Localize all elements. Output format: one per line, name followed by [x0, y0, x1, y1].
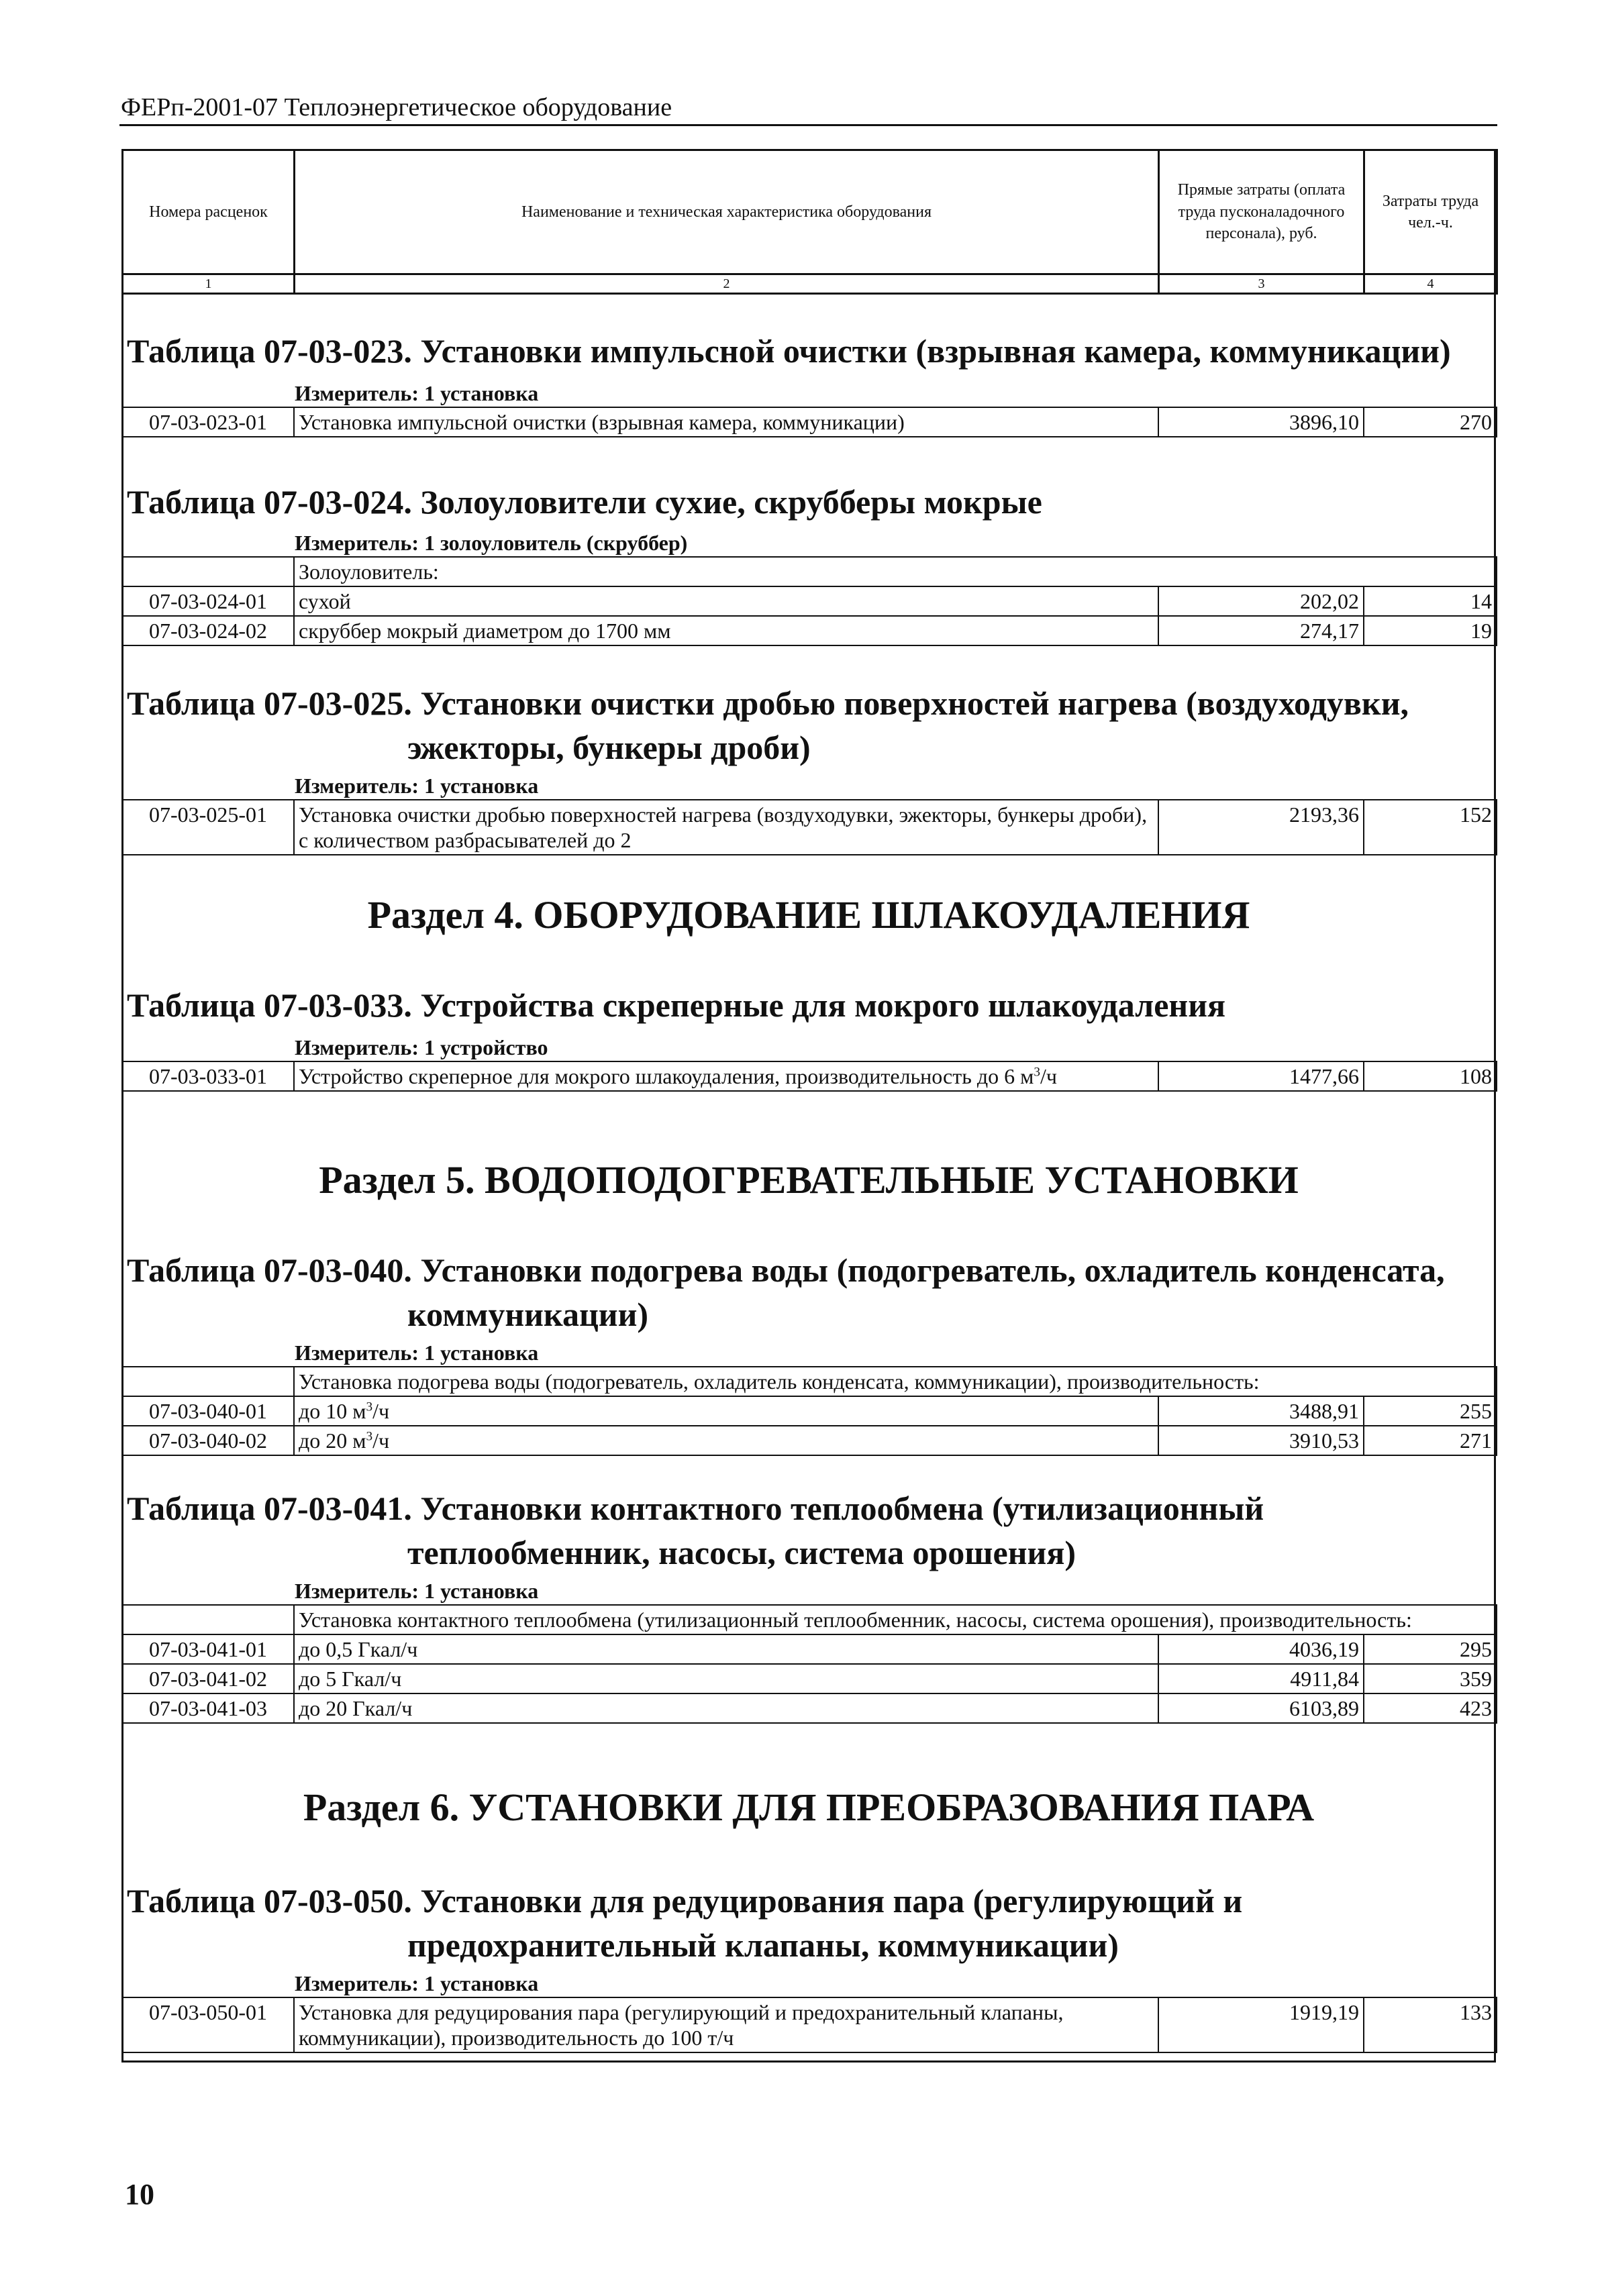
table-row: [122, 1664, 1497, 1693]
header-codes: Номера расценок: [123, 150, 295, 274]
header-num-1: 1: [123, 274, 295, 294]
table-title: Таблица 07-03-040. Установки подогрева воды (подогреватель, охладитель конденсата, коммуникации): [127, 1251, 1445, 1333]
header-num-3: 3: [1159, 274, 1364, 294]
table-title: Таблица 07-03-023. Установки импульсной очистки (взрывная камера, коммуникации): [127, 332, 1451, 370]
rate-labor: 152: [1364, 800, 1497, 855]
group-label: Золоуловитель:: [294, 557, 1497, 586]
rate-code: 07-03-024-01: [122, 586, 294, 616]
table-row: [122, 1693, 1497, 1723]
table-07-03-050: [121, 1879, 1496, 2053]
rate-cost: 4036,19: [1158, 1634, 1364, 1664]
rates-table: [121, 556, 1497, 646]
measure-unit: Измеритель: 1 установка: [295, 381, 539, 405]
table-07-03-033: [121, 983, 1496, 1092]
measure-unit: Измеритель: 1 установка: [295, 1579, 539, 1603]
rate-labor: 295: [1364, 1634, 1497, 1664]
table-07-03-023: [121, 329, 1496, 437]
table-row: [122, 1997, 1497, 2052]
rate-name: сухой: [294, 586, 1158, 616]
title-rule: [119, 124, 1497, 126]
measure-unit: Измеритель: 1 установка: [295, 774, 539, 798]
rate-labor: 271: [1364, 1426, 1497, 1455]
rate-code: 07-03-025-01: [122, 800, 294, 855]
group-row: [122, 557, 1497, 586]
document-title: ФЕРп-2001-07 Теплоэнергетическое оборудование: [121, 93, 672, 121]
rate-cost: 6103,89: [1158, 1693, 1364, 1723]
table-title: Таблица 07-03-041. Установки контактного теплообмена (утилизационный теплообменник, насосы, система орошения): [127, 1490, 1264, 1571]
rates-table: [121, 1997, 1497, 2053]
rate-code: 07-03-023-01: [122, 407, 294, 437]
rate-name: Установка очистки дробью поверхностей нагрева (воздуходувки, эжекторы, бункеры дроби), с количеством разбрасывателей до 2: [294, 800, 1158, 855]
section-4-heading: Раздел 4. ОБОРУДОВАНИЕ ШЛАКОУДАЛЕНИЯ: [367, 893, 1250, 937]
table-title: Таблица 07-03-025. Установки очистки дробью поверхностей нагрева (воздуходувки, эжекторы, бункеры дроби): [127, 684, 1409, 766]
table-row: [122, 1396, 1497, 1426]
rate-code: 07-03-024-02: [122, 616, 294, 645]
header-cost: Прямые затраты (оплата труда пусконаладочного персонала), руб.: [1159, 150, 1364, 274]
rate-cost: 3910,53: [1158, 1426, 1364, 1455]
rate-name: Установка импульсной очистки (взрывная камера, коммуникации): [294, 407, 1158, 437]
measure-unit: Измеритель: 1 устройство: [295, 1035, 548, 1059]
rate-code: 07-03-041-03: [122, 1693, 294, 1723]
table-row: [122, 800, 1497, 855]
rate-code: 07-03-033-01: [122, 1061, 294, 1091]
rate-cost: 1919,19: [1158, 1997, 1364, 2052]
rate-labor: 359: [1364, 1664, 1497, 1693]
rate-labor: 423: [1364, 1693, 1497, 1723]
rate-cost: 3896,10: [1158, 407, 1364, 437]
rate-labor: 133: [1364, 1997, 1497, 2052]
table-07-03-025: [121, 681, 1496, 855]
table-07-03-041: [121, 1486, 1496, 1724]
header-name: Наименование и техническая характеристика оборудования: [295, 150, 1159, 274]
section-6-heading: Раздел 6. УСТАНОВКИ ДЛЯ ПРЕОБРАЗОВАНИЯ ПАРА: [303, 1785, 1315, 1829]
header-labor: Затраты труда чел.-ч.: [1364, 150, 1497, 274]
rates-table: [121, 1366, 1497, 1456]
table-row: [122, 616, 1497, 645]
rate-labor: 270: [1364, 407, 1497, 437]
rate-cost: 2193,36: [1158, 800, 1364, 855]
table-title: Таблица 07-03-050. Установки для редуцирования пара (регулирующий и предохранительный клапаны, коммуникации): [127, 1882, 1243, 1964]
rate-cost: 202,02: [1158, 586, 1364, 616]
rate-name: Устройство скреперное для мокрого шлакоудаления, производительность до 6 $м^3/ч$: [294, 1061, 1158, 1091]
rate-name: до 10 $м^3/ч$: [294, 1396, 1158, 1426]
rates-table: [121, 407, 1497, 437]
group-label: Установка контактного теплообмена (утилизационный теплообменник, насосы, система орошения), производительность:: [294, 1605, 1497, 1634]
rate-name: до 0,5 Гкал/ч: [294, 1634, 1158, 1664]
rates-table: [121, 1061, 1497, 1092]
measure-unit: Измеритель: 1 золоуловитель (скруббер): [295, 531, 688, 555]
rate-name: до 5 Гкал/ч: [294, 1664, 1158, 1693]
table-title: Таблица 07-03-024. Золоуловители сухие, скрубберы мокрые: [127, 483, 1042, 521]
table-row: [122, 586, 1497, 616]
group-row: [122, 1605, 1497, 1634]
table-07-03-024: [121, 480, 1496, 646]
rate-code: 07-03-041-02: [122, 1664, 294, 1693]
rate-labor: 108: [1364, 1061, 1497, 1091]
rate-labor: 14: [1364, 586, 1497, 616]
rate-name: Установка для редуцирования пара (регулирующий и предохранительный клапаны, коммуникации), производительность до 100 т/ч: [294, 1997, 1158, 2052]
rates-table: [121, 1604, 1497, 1724]
header-num-4: 4: [1364, 274, 1497, 294]
section-5-heading: Раздел 5. ВОДОПОДОГРЕВАТЕЛЬНЫЕ УСТАНОВКИ: [319, 1158, 1299, 1202]
rate-cost: 4911,84: [1158, 1664, 1364, 1693]
rate-cost: 3488,91: [1158, 1396, 1364, 1426]
rate-name: до 20 $м^3/ч$: [294, 1426, 1158, 1455]
table-row: [122, 407, 1497, 437]
measure-unit: Измеритель: 1 установка: [295, 1341, 539, 1365]
rate-labor: 255: [1364, 1396, 1497, 1426]
rate-cost: 1477,66: [1158, 1061, 1364, 1091]
group-label: Установка подогрева воды (подогреватель, охладитель конденсата, коммуникации), производительность:: [294, 1367, 1497, 1396]
table-row: [122, 1634, 1497, 1664]
rate-cost: 274,17: [1158, 616, 1364, 645]
table-row: [122, 1061, 1497, 1091]
rate-code: 07-03-040-01: [122, 1396, 294, 1426]
rate-labor: 19: [1364, 616, 1497, 645]
rate-code: 07-03-040-02: [122, 1426, 294, 1455]
table-title: Таблица 07-03-033. Устройства скреперные для мокрого шлакоудаления: [127, 986, 1226, 1024]
rate-code: 07-03-041-01: [122, 1634, 294, 1664]
table-07-03-040: [121, 1248, 1496, 1456]
measure-unit: Измеритель: 1 установка: [295, 1971, 539, 1995]
rate-code: 07-03-050-01: [122, 1997, 294, 2052]
group-row: [122, 1367, 1497, 1396]
table-row: [122, 1426, 1497, 1455]
rates-table: [121, 799, 1497, 855]
column-header: [121, 149, 1498, 295]
rate-name: скруббер мокрый диаметром до 1700 мм: [294, 616, 1158, 645]
rate-name: до 20 Гкал/ч: [294, 1693, 1158, 1723]
page-number: 10: [125, 2178, 154, 2211]
header-num-2: 2: [295, 274, 1159, 294]
